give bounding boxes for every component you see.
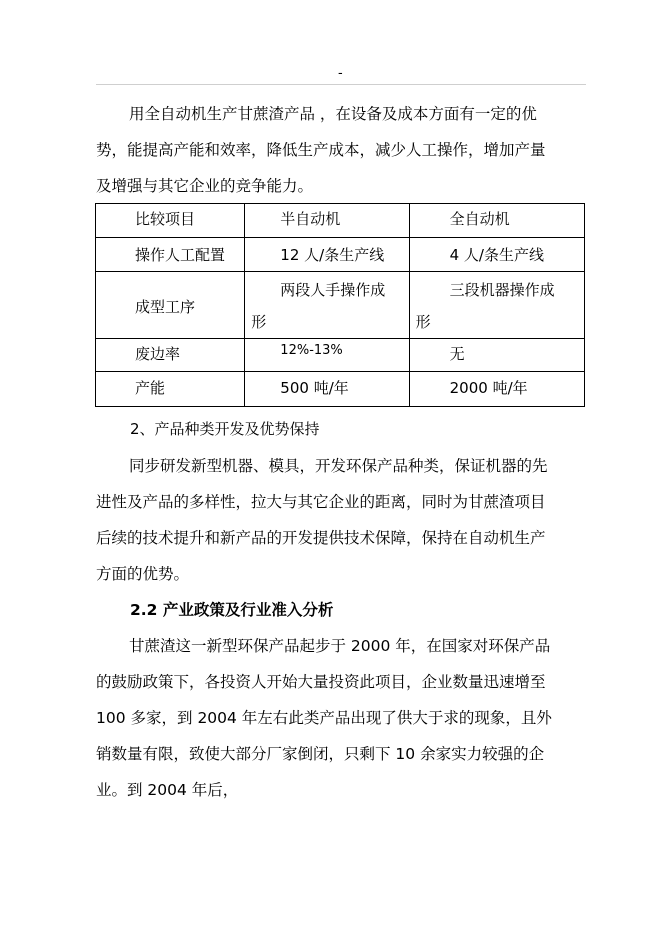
row-label: 产能 [135, 379, 166, 397]
row-semi-value: 500 吨/年 [280, 379, 349, 397]
paragraph-line: 同步研发新型机器、模具，开发环保产品种类，保证机器的先 [129, 457, 548, 475]
paragraph-line: 后续的技术提升和新产品的开发提供技术保障，保持在自动机生产 [96, 529, 546, 547]
section22-paragraph [96, 628, 586, 808]
section-heading-bold: 2.2 产业政策及行业准入分析 [130, 601, 334, 619]
header-full: 全自动机 [449, 210, 510, 228]
row-label: 废边率 [135, 345, 181, 363]
paragraph-line: 的鼓励政策下，各投资人开始大量投资此项目，企业数量迅速增至 [96, 673, 546, 691]
header-semi: 半自动机 [280, 210, 341, 228]
table-header-cell [245, 204, 409, 238]
row-full-value: 4 人/条生产线 [449, 246, 544, 264]
section2-paragraph [96, 448, 586, 592]
paragraph-line: 方面的优势。 [96, 565, 190, 583]
intro-paragraph [96, 96, 586, 204]
row-semi-value-cont: 形 [251, 313, 267, 331]
row-label: 成型工序 [135, 298, 196, 316]
row-full-value: 无 [449, 345, 465, 363]
paragraph-line: 业。到 2004 年后， [96, 781, 239, 799]
header-divider [96, 84, 586, 85]
paragraph-line: 甘蔗渣这一新型环保产品起步于 2000 年，在国家对环保产品 [129, 637, 551, 655]
header-item: 比较项目 [135, 210, 196, 228]
paragraph-line: 势，能提高产能和效率，降低生产成本，减少人工操作，增加产量 [96, 141, 546, 159]
table-row [96, 339, 585, 372]
paragraph-line: 用全自动机生产甘蔗渣产品 ，在设备及成本方面有一定的优 [129, 105, 537, 123]
row-full-value-cont: 形 [415, 313, 431, 331]
section-heading: 2、产品种类开发及优势保持 [130, 420, 320, 438]
row-semi-value: 12%-13% [280, 343, 343, 358]
table-row [96, 272, 585, 339]
row-full-value: 2000 吨/年 [449, 379, 528, 397]
paragraph-line: 销数量有限，致使大部分厂家倒闭，只剩下 10 余家实力较强的企 [96, 745, 545, 763]
page-header-mark: - [338, 66, 343, 81]
table-header-row [96, 204, 585, 238]
table-row [96, 372, 585, 407]
table-header-cell [409, 204, 584, 238]
table-row [96, 238, 585, 272]
comparison-table [95, 203, 585, 407]
row-label: 操作人工配置 [135, 246, 226, 264]
paragraph-line: 100 多家，到 2004 年左右此类产品出现了供大于求的现象，且外 [96, 709, 552, 727]
paragraph-line: 及增强与其它企业的竞争能力。 [96, 177, 314, 195]
row-semi-value: 12 人/条生产线 [280, 246, 385, 264]
row-full-value: 三段机器操作成 [449, 281, 555, 299]
row-semi-value: 两段人手操作成 [280, 281, 386, 299]
table-header-cell [96, 204, 245, 238]
paragraph-line: 进性及产品的多样性，拉大与其它企业的距离，同时为甘蔗渣项目 [96, 493, 546, 511]
